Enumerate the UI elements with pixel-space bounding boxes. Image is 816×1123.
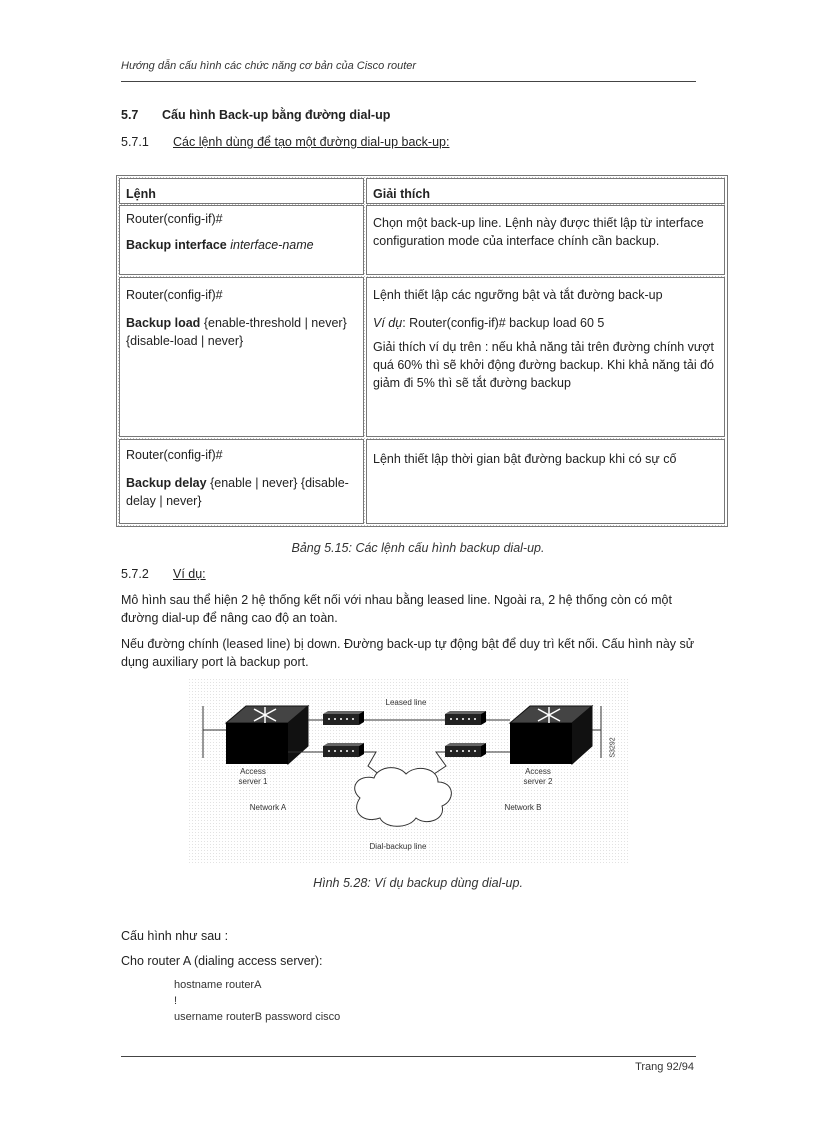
cmd-arg: {enable | never} {disable-delay | never} bbox=[126, 476, 349, 508]
code-line: hostname routerA bbox=[174, 979, 262, 991]
section-title: Cấu hình Back-up bằng đường dial-up bbox=[162, 108, 391, 122]
header-divider bbox=[121, 81, 696, 82]
running-header: Hướng dẫn cấu hình các chức năng cơ bản của Cisco router bbox=[121, 60, 417, 72]
desc-text: Lệnh thiết lập các ngưỡng bật và tắt đường back-up bbox=[373, 288, 663, 302]
cmd-prompt: Router(config-if)# bbox=[126, 212, 223, 226]
table-row-2-command bbox=[119, 277, 364, 437]
code-block bbox=[174, 977, 340, 1025]
cmd-keyword: Backup interface bbox=[126, 238, 227, 252]
cmd-arg: interface-name bbox=[230, 238, 314, 252]
command-table bbox=[116, 175, 728, 527]
cmd-arg: {enable-threshold | never} {disable-load | never} bbox=[126, 316, 347, 348]
table-header-command bbox=[119, 178, 364, 204]
config-intro: Cấu hình như sau : bbox=[121, 929, 229, 943]
subsection-number-2: 5.7.2 bbox=[121, 567, 149, 581]
cmd-prompt: Router(config-if)# bbox=[126, 288, 223, 302]
code-line: username routerB password cisco bbox=[174, 1011, 341, 1023]
header-label: Lệnh bbox=[126, 187, 156, 201]
subsection-title-1: Các lệnh dùng để tạo một đường dial-up back-up: bbox=[173, 135, 450, 149]
modem-icon-1 bbox=[323, 711, 364, 725]
paragraph-1: Mô hình sau thể hiện 2 hệ thống kết nối với nhau bằng leased line. Ngoài ra, 2 hệ thống còn có một đường dial-up để nâng cao độ an toàn. bbox=[121, 593, 672, 625]
table-row-3-command bbox=[119, 439, 364, 524]
table-header-explanation bbox=[366, 178, 725, 204]
subsection-heading-1 bbox=[121, 135, 449, 149]
table-row-3-desc bbox=[366, 439, 725, 524]
router-icon-1 bbox=[226, 706, 308, 764]
table-row-1-command bbox=[119, 205, 364, 275]
example-text: : Router(config-if)# backup load 60 5 bbox=[402, 316, 605, 330]
network-a-label: Network A bbox=[249, 803, 287, 812]
paragraph-2: Nếu đường chính (leased line) bị down. Đường back-up tự động bật để duy trì kết nối. Cấu hình này sử dụng auxiliary port là backup port. bbox=[121, 637, 695, 669]
header-label: Giải thích bbox=[373, 187, 430, 201]
network-b-label: Network B bbox=[504, 803, 542, 812]
section-number: 5.7 bbox=[121, 108, 139, 122]
access-server-1-label: Access server 1 bbox=[238, 767, 268, 786]
explanation-text: Giải thích ví dụ trên : nếu khả năng tải trên đường chính vượt quá 60% thì sẽ khởi động đường backup. Khi khả năng tải đó giảm đi 5% thì sẽ tắt đường backup bbox=[373, 340, 714, 390]
network-diagram bbox=[188, 678, 630, 864]
modem-icon-3 bbox=[445, 711, 486, 725]
cmd-keyword: Backup load bbox=[126, 316, 201, 330]
cloud-icon bbox=[355, 768, 452, 827]
modem-icon-2 bbox=[323, 743, 364, 757]
table-row-1-desc bbox=[366, 205, 725, 275]
config-router-a: Cho router A (dialing access server): bbox=[121, 954, 323, 968]
subsection-heading-2 bbox=[121, 567, 206, 581]
router-icon-2 bbox=[510, 706, 592, 764]
dial-backup-label: Dial-backup line bbox=[369, 842, 427, 851]
code-line: ! bbox=[174, 995, 178, 1007]
desc-text: Lệnh thiết lập thời gian bật đường backup khi có sự cố bbox=[373, 452, 677, 466]
table-row-2-desc bbox=[366, 277, 725, 437]
subsection-title-2: Ví dụ: bbox=[173, 567, 206, 581]
table-caption: Bảng 5.15: Các lệnh cấu hình backup dial-up. bbox=[291, 541, 545, 555]
cmd-keyword: Backup delay bbox=[126, 476, 207, 490]
figure-caption: Hình 5.28: Ví dụ backup dùng dial-up. bbox=[313, 876, 523, 890]
section-heading bbox=[121, 108, 390, 122]
page-number: Trang 92/94 bbox=[635, 1061, 694, 1073]
footer-divider bbox=[121, 1056, 696, 1057]
access-server-2-label: Access server 2 bbox=[523, 767, 553, 786]
modem-icon-4 bbox=[445, 743, 486, 757]
subsection-number-1: 5.7.1 bbox=[121, 135, 149, 149]
cmd-prompt: Router(config-if)# bbox=[126, 448, 223, 462]
desc-text: Chọn một back-up line. Lệnh này được thiết lập từ interface configuration mode của interface chính cần backup. bbox=[373, 216, 704, 248]
figure-id-label: S3292 bbox=[609, 737, 617, 758]
leased-line-label: Leased line bbox=[385, 698, 427, 707]
example-label: Ví dụ bbox=[373, 316, 403, 330]
